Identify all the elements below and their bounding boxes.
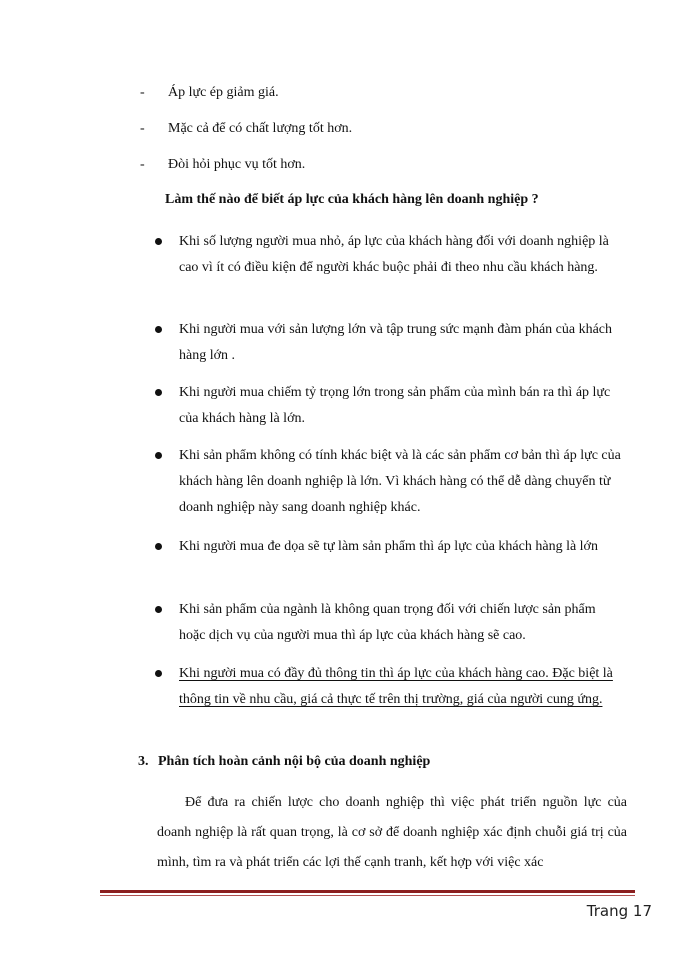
bullet-item [155, 380, 625, 432]
dash-marker: - [140, 85, 145, 100]
bullet-item [155, 597, 625, 649]
bullet-text: Khi người mua đe dọa sẽ tự làm sản phẩm thì áp lực của khách hàng là lớn [179, 539, 598, 554]
dash-item-text: Mặc cả để có chất lượng tốt hơn. [168, 121, 353, 136]
subheading: Làm thế nào để biết áp lực của khách hàng lên doanh nghiệp ? [165, 192, 539, 207]
bullet-dot-icon [155, 543, 162, 550]
bullet-dot-icon [155, 670, 162, 677]
bullet-text: Khi người mua chiếm tỷ trọng lớn trong sản phẩm của mình bán ra thì áp lực của khách hàng là lớn. [179, 385, 611, 426]
bullet-dot-icon [155, 452, 162, 459]
body-paragraph: Để đưa ra chiến lược cho doanh nghiệp thì việc phát triển nguồn lực của doanh nghiệp là rất quan trọng, là cơ sở để doanh nghiệp xác định chuỗi giá trị của mình, tìm ra và phát triển các lợi thế cạnh tranh, kết hợp với việc xác [157, 795, 627, 870]
bullet-text: Khi số lượng người mua nhỏ, áp lực của khách hàng đối với doanh nghiệp là cao vì ít có điều kiện để người khác buộc phải đi theo nhu cầu khách hàng. [179, 234, 609, 275]
bullet-text: Khi sản phẩm của ngành là không quan trọng đối với chiến lược sản phẩm hoặc dịch vụ của người mua thì áp lực của khách hàng sẽ cao. [179, 602, 596, 643]
dash-item-text: Áp lực ép giảm giá. [168, 85, 279, 100]
bullet-item [155, 443, 625, 521]
footer-rule-thin [100, 895, 635, 896]
dash-item-text: Đòi hỏi phục vụ tốt hơn. [168, 157, 306, 172]
dash-list-item [140, 155, 305, 175]
bullet-text: Khi người mua với sản lượng lớn và tập trung sức mạnh đàm phán của khách hàng lớn . [179, 322, 613, 363]
bullet-dot-icon [155, 389, 162, 396]
bullet-dot-icon [155, 326, 162, 333]
bullet-text: Khi sản phẩm không có tính khác biệt và là các sản phẩm cơ bản thì áp lực của khách hàng lên doanh nghiệp là lớn. Vì khách hàng có thể dễ dàng chuyển từ doanh nghiệp này sang doanh nghiệp khác. [179, 448, 621, 515]
dash-list-item [140, 119, 352, 139]
bullet-item [155, 317, 625, 369]
dash-list-item [140, 83, 279, 103]
bullet-item [155, 229, 625, 281]
footer-rule [100, 890, 635, 893]
page-number: Trang 17 [586, 902, 652, 920]
section-heading [138, 752, 430, 772]
bullet-item [155, 661, 625, 713]
dash-marker: - [140, 157, 145, 172]
bullet-dot-icon [155, 606, 162, 613]
bullet-text: Khi người mua có đầy đủ thông tin thì áp lực của khách hàng cao. Đặc biệt là thông tin về nhu cầu, giá cả thực tế trên thị trường, giá của người cung ứng. [179, 666, 613, 707]
dash-marker: - [140, 121, 145, 136]
section-title: Phân tích hoàn cảnh nội bộ của doanh nghiệp [158, 754, 431, 769]
section-number: 3. [138, 754, 149, 769]
bullet-dot-icon [155, 238, 162, 245]
bullet-item [155, 534, 625, 560]
